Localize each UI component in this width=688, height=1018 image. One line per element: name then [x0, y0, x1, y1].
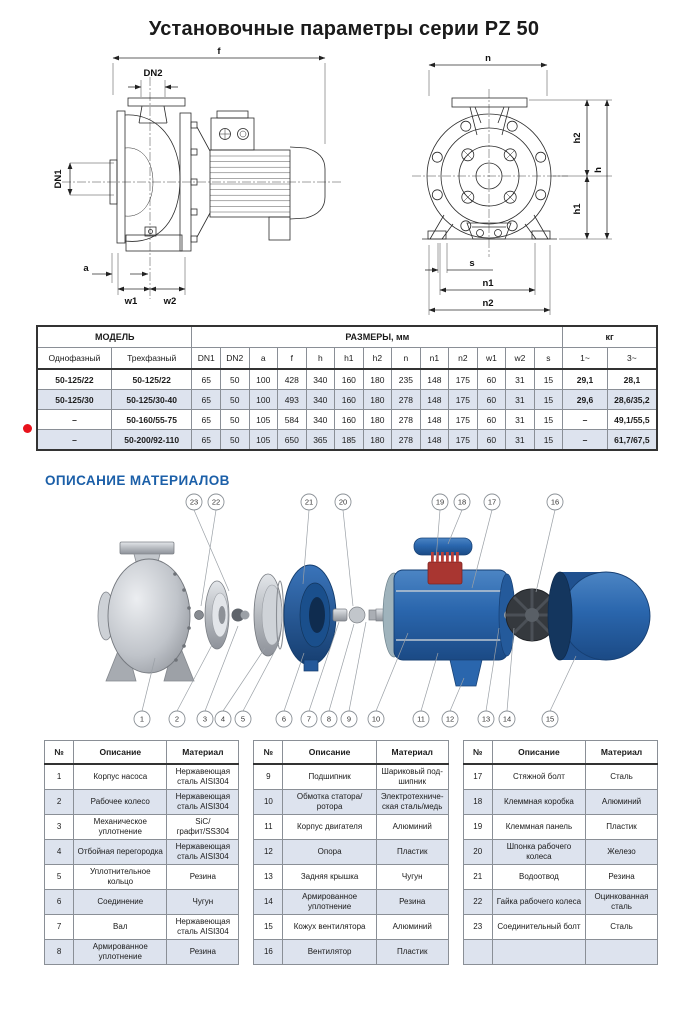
cell-model-1ph: –: [37, 410, 111, 430]
column-header-h2: h2: [363, 348, 392, 370]
callout-number: 13: [481, 714, 491, 724]
part-number: 2: [45, 790, 74, 815]
part-material: Электротехническая сталь/медь: [376, 790, 448, 815]
callout-11: [413, 653, 438, 727]
col-group-dimensions: РАЗМЕРЫ, мм: [192, 326, 563, 348]
cell-w2: 31: [506, 369, 535, 390]
cell-a: 105: [249, 430, 278, 451]
cell-h: 365: [306, 430, 335, 451]
label-n1: n1: [482, 278, 494, 289]
datasheet-page: [0, 18, 688, 965]
part-material: Резина: [167, 940, 239, 965]
column-header-w2: w2: [506, 348, 535, 370]
cell-s: 15: [534, 410, 563, 430]
label-n: n: [485, 53, 491, 64]
cell-n1: 148: [420, 430, 449, 451]
part-number: 17: [463, 764, 492, 790]
part-number: 19: [463, 815, 492, 840]
column-header-dn1: DN1: [192, 348, 221, 370]
column-header-row: [37, 348, 657, 370]
part-description: Уплотнительное кольцо: [74, 865, 167, 890]
cell-f: 428: [278, 369, 307, 390]
pump-front-view-drawing: [392, 43, 662, 319]
cell-weight-1ph: 29,1: [563, 369, 608, 390]
s-dimension: [425, 243, 493, 273]
callout-number: 22: [211, 497, 221, 507]
materials-table-1: [44, 740, 239, 965]
cell-w2: 31: [506, 430, 535, 451]
cell-h2: 180: [363, 369, 392, 390]
part-description: Вал: [74, 915, 167, 940]
part-description: Опора: [283, 840, 376, 865]
part-description: Подшипник: [283, 764, 376, 790]
cell-h: 340: [306, 410, 335, 430]
label-w2: w2: [163, 296, 177, 307]
w1-w2-dimensions: [118, 253, 185, 295]
callout-number: 5: [240, 714, 246, 724]
part-number: 20: [463, 840, 492, 865]
callout-number: 6: [281, 714, 287, 724]
materials-row: [45, 940, 239, 965]
cell-w2: 31: [506, 390, 535, 410]
materials-row: [45, 890, 239, 915]
cell-w1: 60: [477, 430, 506, 451]
cell-model-1ph: 50-125/22: [37, 369, 111, 390]
part-description: [492, 940, 585, 965]
materials-row: [254, 764, 448, 790]
part-description: Отбойная перегородка: [74, 840, 167, 865]
part-material: Нержавеющая сталь AISI304: [167, 840, 239, 865]
part-number: 14: [254, 890, 283, 915]
part-description: Водоотвод: [492, 865, 585, 890]
part-number: 9: [254, 764, 283, 790]
cell-weight-3ph: 61,7/67,5: [607, 430, 657, 451]
cell-model-3ph: 50-160/55-75: [111, 410, 192, 430]
callout-number: 2: [174, 714, 180, 724]
materials-row: [254, 865, 448, 890]
motor-support-foot: [450, 660, 482, 686]
part-number: [463, 940, 492, 965]
cell-dn2: 50: [221, 390, 250, 410]
cell-h2: 180: [363, 430, 392, 451]
cell-n1: 148: [420, 390, 449, 410]
part-material: Сталь: [586, 764, 658, 790]
part-description: Шпонка рабочего колеса: [492, 840, 585, 865]
callout-5: [235, 643, 279, 727]
materials-row: [254, 915, 448, 940]
part-material: Чугун: [376, 865, 448, 890]
part-number: 4: [45, 840, 74, 865]
callout-number: 18: [457, 497, 467, 507]
part-description: Корпус двигателя: [283, 815, 376, 840]
header-material: Материал: [167, 741, 239, 765]
column-header-n1: n1: [420, 348, 449, 370]
cell-f: 493: [278, 390, 307, 410]
pump-housing: [98, 542, 194, 681]
callout-number: 1: [139, 714, 145, 724]
materials-table-3: [463, 740, 658, 965]
front-stand-outline: [422, 215, 557, 239]
cell-h1: 185: [335, 430, 364, 451]
cell-model-3ph: 50-125/22: [111, 369, 192, 390]
cell-weight-3ph: 28,6/35,2: [607, 390, 657, 410]
column-header-n2: n2: [449, 348, 478, 370]
cell-dn1: 65: [192, 430, 221, 451]
callout-20: [335, 494, 353, 606]
page-title: Установочные параметры серии PZ 50: [148, 18, 540, 40]
label-dn2: DN2: [143, 68, 163, 79]
materials-row: [45, 840, 239, 865]
col-group-model: МОДЕЛЬ: [37, 326, 192, 348]
cell-a: 105: [249, 410, 278, 430]
cell-h2: 180: [363, 390, 392, 410]
cell-weight-3ph: 28,1: [607, 369, 657, 390]
a-dimension: [92, 253, 148, 283]
part-material: Резина: [167, 865, 239, 890]
part-description: Обмотка статора/ ротора: [283, 790, 376, 815]
cell-model-3ph: 50-200/92-110: [111, 430, 192, 451]
column-header-f: f: [278, 348, 307, 370]
header-material: Материал: [376, 741, 448, 765]
part-number: 11: [254, 815, 283, 840]
column-header-dn2: DN2: [221, 348, 250, 370]
cell-dn2: 50: [221, 430, 250, 451]
column-header-3ph: Трехфазный: [111, 348, 192, 370]
cell-dn2: 50: [221, 369, 250, 390]
cell-dn2: 50: [221, 410, 250, 430]
part-number: 22: [463, 890, 492, 915]
callout-number: 15: [545, 714, 555, 724]
cell-model-3ph: 50-125/30-40: [111, 390, 192, 410]
cell-n2: 175: [449, 390, 478, 410]
cell-w1: 60: [477, 410, 506, 430]
dimensions-table-row: [37, 369, 657, 390]
label-dn1: DN1: [53, 169, 64, 189]
part-number: 5: [45, 865, 74, 890]
header-description: Описание: [492, 741, 585, 765]
materials-row: [45, 790, 239, 815]
header-num: №: [463, 741, 492, 765]
terminal-panel: [428, 552, 462, 584]
part-material: SiC/графит/SS304: [167, 815, 239, 840]
centerlines: [62, 77, 342, 299]
col-group-weight: кг: [563, 326, 657, 348]
part-number: 10: [254, 790, 283, 815]
part-number: 6: [45, 890, 74, 915]
part-material: Алюминий: [376, 815, 448, 840]
seal-plate: [254, 574, 284, 656]
impeller-nut: [195, 611, 204, 620]
callout-23: [186, 494, 229, 591]
part-description: Стяжной болт: [492, 764, 585, 790]
part-number: 1: [45, 764, 74, 790]
cell-dn1: 65: [192, 390, 221, 410]
part-material: Нержавеющая сталь AISI304: [167, 915, 239, 940]
callout-number: 16: [550, 497, 560, 507]
dimensions-table-row: [37, 410, 657, 430]
mechanical-seal: [232, 609, 250, 622]
cell-h2: 180: [363, 410, 392, 430]
cell-dn1: 65: [192, 410, 221, 430]
callout-number: 7: [306, 714, 312, 724]
part-number: 3: [45, 815, 74, 840]
part-number: 23: [463, 915, 492, 940]
cell-n2: 175: [449, 410, 478, 430]
part-description: Кожух вентилятора: [283, 915, 376, 940]
materials-table-2: [253, 740, 448, 965]
label-a: a: [83, 263, 89, 274]
label-s: s: [469, 258, 475, 269]
cell-h1: 160: [335, 369, 364, 390]
dimensions-table-row: [37, 430, 657, 451]
dn2-dimension: [128, 80, 178, 97]
callout-number: 4: [220, 714, 226, 724]
dimensions-table-body: [37, 369, 657, 450]
cell-model-1ph: –: [37, 430, 111, 451]
pump-side-view-drawing: [42, 43, 362, 315]
column-header-1ph-weight: 1~: [563, 348, 608, 370]
label-f: f: [217, 46, 221, 57]
callout-number: 10: [371, 714, 381, 724]
callout-number: 12: [445, 714, 455, 724]
materials-row: [463, 890, 657, 915]
callout-number: 17: [487, 497, 497, 507]
callout-number: 9: [346, 714, 352, 724]
part-material: Сталь: [586, 915, 658, 940]
materials-table-3-body: [463, 764, 657, 965]
cell-n: 278: [392, 410, 421, 430]
part-description: Соединение: [74, 890, 167, 915]
header-num: №: [45, 741, 74, 765]
cell-h: 340: [306, 369, 335, 390]
part-description: Задняя крышка: [283, 865, 376, 890]
column-header-3ph-weight: 3~: [607, 348, 657, 370]
materials-table-2-body: [254, 764, 448, 965]
column-header-s: s: [534, 348, 563, 370]
part-number: 21: [463, 865, 492, 890]
dimensions-table-row: [37, 390, 657, 410]
part-material: Пластик: [586, 815, 658, 840]
callout-number: 8: [326, 714, 332, 724]
part-material: [586, 940, 658, 965]
cell-n1: 148: [420, 410, 449, 430]
cell-n: 278: [392, 390, 421, 410]
part-description: Корпус насоса: [74, 764, 167, 790]
fan-cover: [548, 572, 650, 660]
part-description: Рабочее колесо: [74, 790, 167, 815]
exploded-view-diagram: [36, 488, 676, 738]
materials-row: [463, 790, 657, 815]
cell-weight-1ph: –: [563, 430, 608, 451]
cell-n: 235: [392, 369, 421, 390]
part-description: Соединительный болт: [492, 915, 585, 940]
pump-casing-outline: [110, 98, 185, 251]
motor-outline: [210, 111, 325, 240]
bearing: [349, 607, 365, 623]
cell-a: 100: [249, 369, 278, 390]
n-dimension: [429, 65, 547, 96]
cell-h1: 160: [335, 410, 364, 430]
cell-weight-1ph: 29,6: [563, 390, 608, 410]
materials-row: [463, 865, 657, 890]
cell-f: 650: [278, 430, 307, 451]
part-material: Оцинкованная сталь: [586, 890, 658, 915]
part-material: Нержавеющая сталь AISI304: [167, 790, 239, 815]
part-number: 16: [254, 940, 283, 965]
header-material: Материал: [586, 741, 658, 765]
callout-number: 3: [202, 714, 208, 724]
column-header-h1: h1: [335, 348, 364, 370]
materials-row: [463, 840, 657, 865]
cell-dn1: 65: [192, 369, 221, 390]
cell-n1: 148: [420, 369, 449, 390]
materials-section-heading: ОПИСАНИЕ МАТЕРИАЛОВ: [45, 473, 230, 488]
dimensions-table: [36, 325, 658, 451]
cell-w2: 31: [506, 410, 535, 430]
callout-12: [442, 678, 464, 727]
header-description: Описание: [283, 741, 376, 765]
part-number: 8: [45, 940, 74, 965]
technical-drawings: [42, 43, 688, 319]
materials-row: [254, 840, 448, 865]
label-w1: w1: [124, 296, 138, 307]
cell-w1: 60: [477, 390, 506, 410]
materials-header-row: [45, 741, 239, 765]
callout-number: 14: [502, 714, 512, 724]
row-marker-dot: [23, 424, 32, 433]
materials-row: [463, 940, 657, 965]
part-description: Армированное уплотнение: [74, 940, 167, 965]
cell-weight-1ph: –: [563, 410, 608, 430]
dn1-dimension: [70, 163, 114, 195]
column-header-a: a: [249, 348, 278, 370]
part-description: Вентилятор: [283, 940, 376, 965]
cell-s: 15: [534, 369, 563, 390]
label-h: h: [593, 167, 604, 173]
cell-model-1ph: 50-125/30: [37, 390, 111, 410]
callout-number: 23: [189, 497, 199, 507]
part-number: 13: [254, 865, 283, 890]
part-description: Механическое уплотнение: [74, 815, 167, 840]
part-material: Пластик: [376, 840, 448, 865]
column-header-h: h: [306, 348, 335, 370]
part-description: Армированное уплотнение: [283, 890, 376, 915]
part-material: Резина: [586, 865, 658, 890]
label-n2: n2: [482, 298, 494, 309]
materials-row: [463, 815, 657, 840]
materials-row: [254, 940, 448, 965]
cell-a: 100: [249, 390, 278, 410]
part-material: Резина: [376, 890, 448, 915]
part-material: Шариковый подшипник: [376, 764, 448, 790]
part-material: Алюминий: [376, 915, 448, 940]
header-num: №: [254, 741, 283, 765]
motor: [376, 538, 515, 686]
column-header-1ph: Однофазный: [37, 348, 111, 370]
label-h1: h1: [572, 203, 583, 215]
materials-row: [254, 890, 448, 915]
column-header-n: n: [392, 348, 421, 370]
part-description: Клеммная панель: [492, 815, 585, 840]
materials-row: [254, 790, 448, 815]
cell-h1: 160: [335, 390, 364, 410]
materials-row: [463, 764, 657, 790]
header-description: Описание: [74, 741, 167, 765]
shaft-parts: [333, 607, 381, 623]
part-number: 18: [463, 790, 492, 815]
part-material: Чугун: [167, 890, 239, 915]
cell-w1: 60: [477, 369, 506, 390]
callout-number: 19: [435, 497, 445, 507]
part-material: Пластик: [376, 940, 448, 965]
materials-row: [463, 915, 657, 940]
part-description: Гайка рабочего колеса: [492, 890, 585, 915]
callout-6: [276, 653, 304, 727]
column-header-w1: w1: [477, 348, 506, 370]
part-description: Клеммная коробка: [492, 790, 585, 815]
callout-15: [542, 656, 576, 727]
materials-table-1-body: [45, 764, 239, 965]
part-material: Нержавеющая сталь AISI304: [167, 764, 239, 790]
cell-n: 278: [392, 430, 421, 451]
callout-9: [341, 622, 366, 727]
part-number: 12: [254, 840, 283, 865]
part-number: 7: [45, 915, 74, 940]
callout-number: 11: [417, 714, 425, 724]
materials-tables: [44, 740, 658, 965]
materials-row: [45, 915, 239, 940]
callout-18: [448, 494, 470, 544]
cell-s: 15: [534, 390, 563, 410]
materials-row: [254, 815, 448, 840]
callout-number: 20: [338, 497, 348, 507]
cell-weight-3ph: 49,1/55,5: [607, 410, 657, 430]
materials-header-row: [463, 741, 657, 765]
label-h2: h2: [572, 132, 583, 144]
materials-row: [45, 764, 239, 790]
part-number: 15: [254, 915, 283, 940]
cell-n2: 175: [449, 430, 478, 451]
part-material: Железо: [586, 840, 658, 865]
dimensions-table-section: [36, 325, 658, 451]
cell-f: 584: [278, 410, 307, 430]
impeller: [205, 581, 229, 649]
cell-h: 340: [306, 390, 335, 410]
materials-row: [45, 815, 239, 840]
group-header-row: [37, 326, 657, 348]
materials-header-row: [254, 741, 448, 765]
materials-row: [45, 865, 239, 890]
callout-number: 21: [304, 497, 314, 507]
cell-n2: 175: [449, 369, 478, 390]
part-material: Алюминий: [586, 790, 658, 815]
cell-s: 15: [534, 430, 563, 451]
